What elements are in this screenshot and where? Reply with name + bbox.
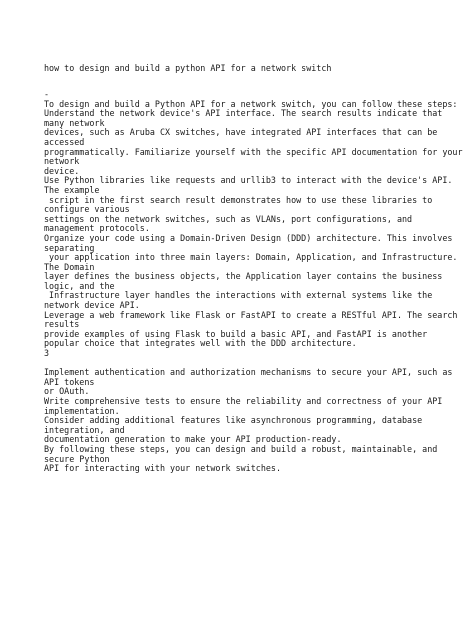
- text-line: results: [44, 319, 80, 330]
- text-line: device.: [44, 165, 80, 176]
- text-line: integration, and: [44, 424, 125, 435]
- text-line: accessed: [44, 136, 85, 147]
- text-line: management protocols.: [44, 223, 150, 234]
- text-line: settings on the network switches, such as VLANs, port configurations, and: [44, 213, 413, 224]
- text-line: To design and build a Python API for a network switch, you can follow these steps:: [44, 98, 458, 109]
- text-line: network: [44, 156, 80, 167]
- text-line: Organize your code using a Domain-Driven Design (DDD) architecture. This involves: [44, 232, 453, 243]
- text-line: Consider adding additional features like asynchronous programming, database: [44, 415, 423, 426]
- text-line: -: [44, 89, 50, 99]
- text-line: network device API.: [44, 300, 140, 311]
- text-line: layer defines the business objects, the Application layer contains the business: [44, 271, 443, 282]
- text-line: configure various: [44, 204, 130, 215]
- text-line: devices, such as Aruba CX switches, have integrated API interfaces that can be: [44, 127, 438, 138]
- text-line: many network: [44, 117, 105, 128]
- text-line: Write comprehensive tests to ensure the reliability and correctness of your API: [44, 396, 443, 406]
- text-line: 3: [44, 348, 50, 359]
- text-line: API for interacting with your network switches.: [44, 463, 281, 474]
- text-line: programmatically. Familiarize yourself with the specific API documentation for your: [44, 146, 463, 157]
- text-line: or OAuth.: [44, 386, 90, 397]
- text-line: Understand the network device's API interface. The search results indicate that: [44, 108, 443, 119]
- text-line: provide examples of using Flask to build a basic API, and FastAPI is another: [44, 328, 428, 339]
- text-line: separating: [44, 242, 95, 253]
- text-line: script in the first search result demonstrates how to use these libraries to: [44, 194, 433, 205]
- text-line: Leverage a web framework like Flask or FastAPI to create a RESTful API. The search: [44, 309, 458, 320]
- text-line: API tokens: [44, 376, 95, 387]
- text-line: Implement authentication and authorization mechanisms to secure your API, such as: [44, 367, 453, 378]
- document-body: [44, 90, 463, 474]
- text-line: Infrastructure layer handles the interactions with external systems like the: [44, 290, 433, 301]
- document-title: how to design and build a python API for a network switch: [44, 63, 332, 73]
- text-line: secure Python: [44, 453, 110, 464]
- text-line: your application into three main layers: Domain, Application, and Infrastructure.: [44, 252, 458, 263]
- text-line: logic, and the: [44, 280, 115, 291]
- text-line: The Domain: [44, 261, 95, 272]
- text-line: The example: [44, 184, 100, 195]
- text-line: implementation.: [44, 405, 120, 416]
- text-line: documentation generation to make your API production-ready.: [44, 434, 342, 445]
- text-line: By following these steps, you can design and build a robust, maintainable, and: [44, 443, 438, 454]
- text-line: popular choice that integrates well with the DDD architecture.: [44, 338, 357, 349]
- text-line: Use Python libraries like requests and urllib3 to interact with the device's API.: [44, 175, 453, 186]
